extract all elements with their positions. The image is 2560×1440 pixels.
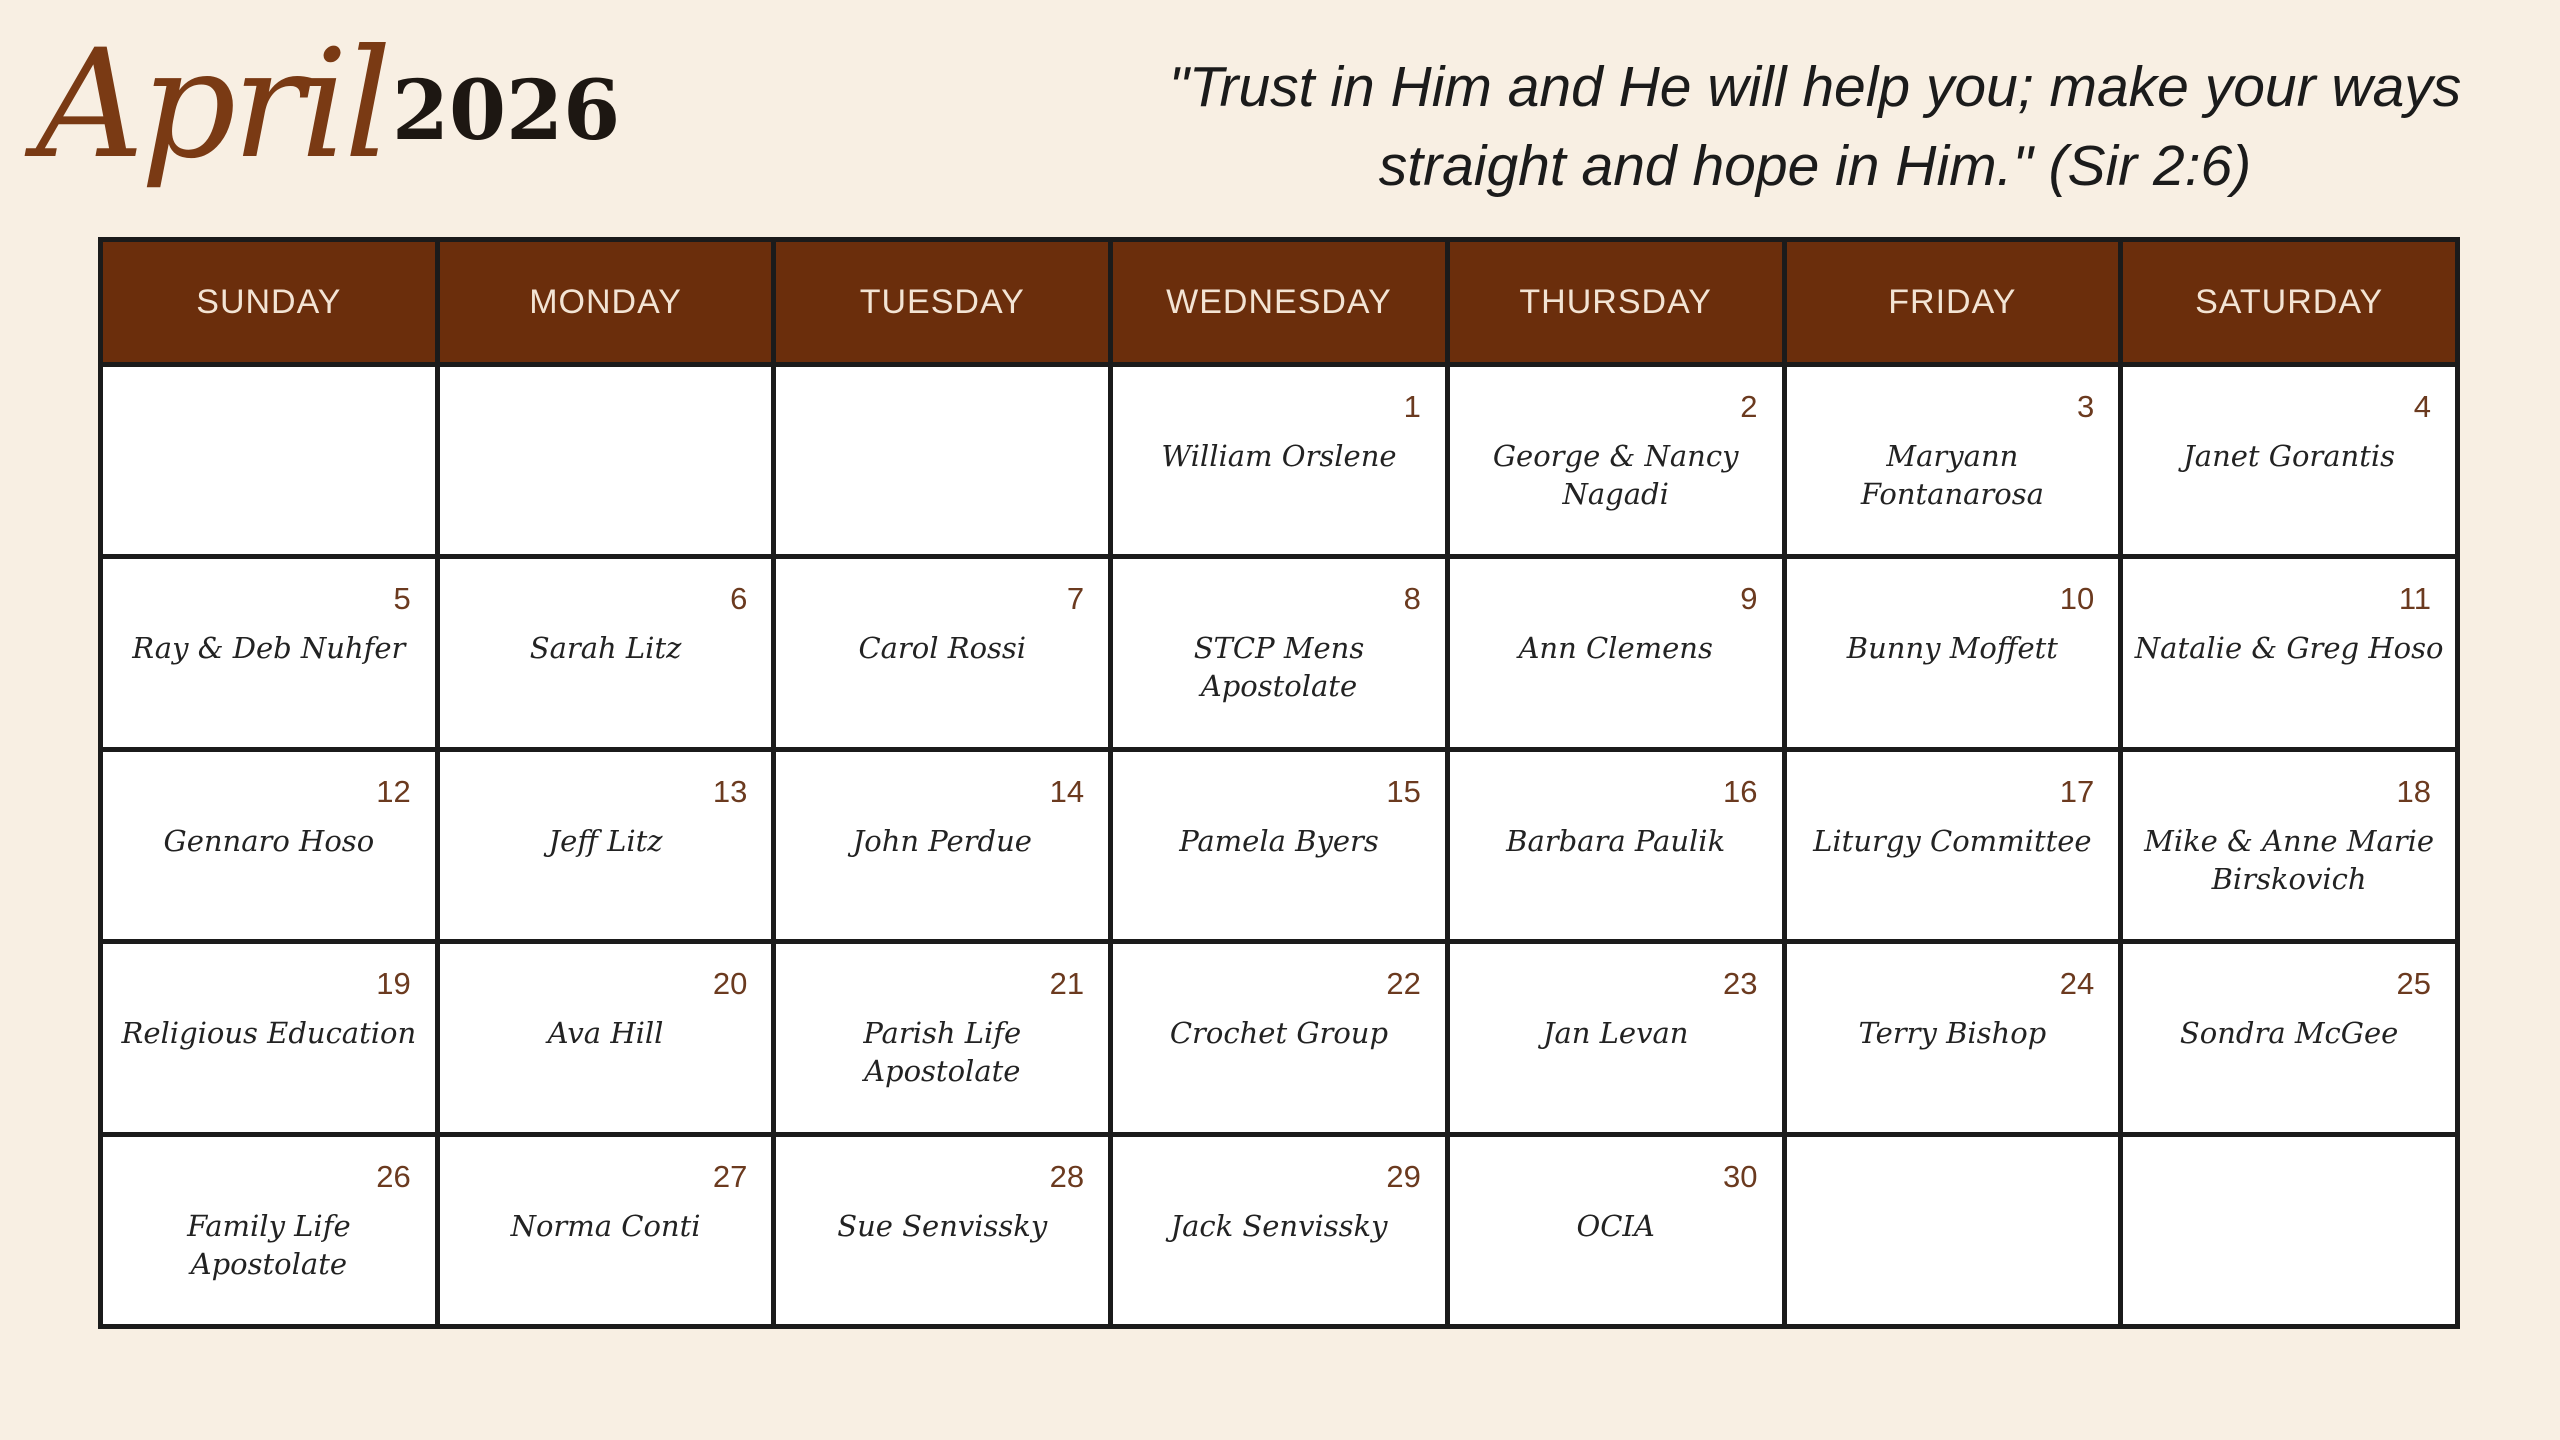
day-number: 16 — [1723, 773, 1758, 809]
weekday-header-saturday: SATURDAY — [2121, 240, 2458, 365]
day-number: 22 — [1386, 966, 1421, 1002]
week-row — [101, 749, 2458, 941]
day-honoree: Pamela Byers — [1179, 823, 1379, 858]
day-number: 28 — [1049, 1158, 1085, 1194]
day-number: 15 — [1386, 773, 1421, 809]
day-number: 12 — [376, 773, 411, 809]
day-number: 3 — [2076, 389, 2095, 424]
day-number: 8 — [1403, 581, 1421, 617]
day-honoree: Parish Life Apostolate — [863, 1016, 1022, 1089]
day-cell — [101, 365, 438, 557]
day-cell — [774, 557, 1111, 749]
day-number: 2 — [1740, 389, 1758, 424]
weekday-header-row — [101, 240, 2458, 365]
day-honoree: George & Nancy Nagadi — [1492, 439, 1739, 511]
day-cell — [1111, 365, 1448, 557]
day-number: 13 — [712, 773, 748, 809]
day-cell — [1447, 942, 1784, 1134]
day-cell — [437, 1134, 774, 1326]
day-honoree: Family Life Apostolate — [187, 1208, 351, 1281]
day-cell — [1447, 365, 1784, 557]
weekday-header-friday: FRIDAY — [1784, 240, 2121, 365]
weekday-header-monday: MONDAY — [437, 240, 774, 365]
day-honoree: Jan Levan — [1542, 1016, 1689, 1051]
day-cell — [1447, 557, 1784, 749]
day-cell — [2121, 557, 2458, 749]
day-cell — [437, 749, 774, 941]
day-number: 14 — [1049, 773, 1085, 809]
day-honoree: Bunny Moffett — [1846, 631, 2058, 666]
day-cell — [1447, 749, 1784, 941]
day-cell — [2121, 1134, 2458, 1326]
day-honoree: Jeff Litz — [548, 823, 663, 858]
day-cell — [437, 942, 774, 1134]
day-honoree: OCIA — [1576, 1208, 1655, 1243]
day-cell — [1784, 749, 2121, 941]
day-cell — [101, 942, 438, 1134]
day-honoree: Sondra McGee — [2179, 1016, 2399, 1051]
day-honoree: Sue Senvissky — [837, 1208, 1048, 1243]
day-cell — [2121, 749, 2458, 941]
day-cell — [1784, 365, 2121, 557]
day-number: 5 — [393, 581, 411, 617]
day-honoree: Gennaro Hoso — [163, 823, 375, 858]
day-number: 7 — [1066, 581, 1085, 617]
day-cell — [101, 557, 438, 749]
day-cell — [1111, 557, 1448, 749]
day-cell — [437, 365, 774, 557]
day-number: 29 — [1386, 1158, 1421, 1194]
week-row — [101, 1134, 2458, 1326]
day-cell — [1784, 557, 2121, 749]
day-honoree: Norma Conti — [510, 1208, 701, 1243]
day-cell — [2121, 942, 2458, 1134]
day-honoree: Natalie & Greg Hoso — [2134, 631, 2444, 666]
week-row — [101, 557, 2458, 749]
week-row — [101, 942, 2458, 1134]
day-number: 25 — [2396, 966, 2431, 1002]
scripture-verse: "Trust in Him and He will help you; make your ways straight and hope in Him." (Sir 2:6) — [1168, 55, 2462, 198]
day-number: 4 — [2413, 389, 2431, 424]
day-honoree: Religious Education — [121, 1016, 417, 1051]
day-cell — [774, 942, 1111, 1134]
day-number: 11 — [2398, 581, 2431, 617]
day-number: 26 — [376, 1158, 411, 1194]
day-cell — [2121, 365, 2458, 557]
day-honoree: Mike & Anne Marie Birskovich — [2144, 823, 2435, 896]
day-cell — [774, 1134, 1111, 1326]
day-number: 1 — [1403, 389, 1421, 424]
day-number: 6 — [730, 581, 748, 617]
day-number: 30 — [1723, 1158, 1758, 1194]
weekday-header-thursday: THURSDAY — [1447, 240, 1784, 365]
day-number: 20 — [712, 966, 748, 1002]
day-cell — [101, 749, 438, 941]
weekday-header-sunday: SUNDAY — [101, 240, 438, 365]
day-honoree: Janet Gorantis — [2183, 439, 2396, 473]
day-number: 10 — [2059, 581, 2095, 617]
day-cell — [1447, 1134, 1784, 1326]
day-cell — [774, 749, 1111, 941]
day-number: 23 — [1723, 966, 1758, 1002]
day-number: 18 — [2396, 773, 2431, 809]
month-title: April — [36, 18, 388, 192]
day-number: 24 — [2059, 966, 2095, 1002]
day-number: 19 — [376, 966, 411, 1002]
weekday-header-wednesday: WEDNESDAY — [1111, 240, 1448, 365]
calendar-grid — [98, 237, 2460, 1329]
day-honoree: John Perdue — [852, 823, 1032, 858]
day-cell — [774, 365, 1111, 557]
day-cell — [101, 1134, 438, 1326]
day-number: 21 — [1049, 966, 1085, 1002]
day-honoree: Jack Senvissky — [1170, 1208, 1388, 1243]
day-number: 17 — [2059, 773, 2095, 809]
day-honoree: Liturgy Committee — [1813, 823, 2092, 858]
year-title: 2026 — [392, 63, 621, 159]
weekday-header-tuesday: TUESDAY — [774, 240, 1111, 365]
week-row — [101, 365, 2458, 557]
day-cell — [1111, 749, 1448, 941]
day-honoree: William Orslene — [1161, 439, 1397, 473]
day-honoree: Crochet Group — [1169, 1016, 1389, 1051]
day-honoree: Maryann Fontanarosa — [1860, 439, 2044, 511]
day-honoree: STCP Mens Apostolate — [1193, 631, 1365, 704]
day-honoree: Ava Hill — [547, 1016, 664, 1051]
day-cell — [1111, 942, 1448, 1134]
day-honoree: Ray & Deb Nuhfer — [132, 631, 406, 666]
day-cell — [437, 557, 774, 749]
day-honoree: Terry Bishop — [1858, 1016, 2047, 1051]
day-cell — [1784, 1134, 2121, 1326]
day-honoree: Carol Rossi — [858, 631, 1027, 666]
day-honoree: Sarah Litz — [529, 631, 682, 666]
day-number: 9 — [1740, 581, 1758, 617]
day-number: 27 — [712, 1158, 748, 1194]
day-honoree: Ann Clemens — [1518, 631, 1713, 666]
day-cell — [1784, 942, 2121, 1134]
day-cell — [1111, 1134, 1448, 1326]
day-honoree: Barbara Paulik — [1506, 823, 1726, 858]
